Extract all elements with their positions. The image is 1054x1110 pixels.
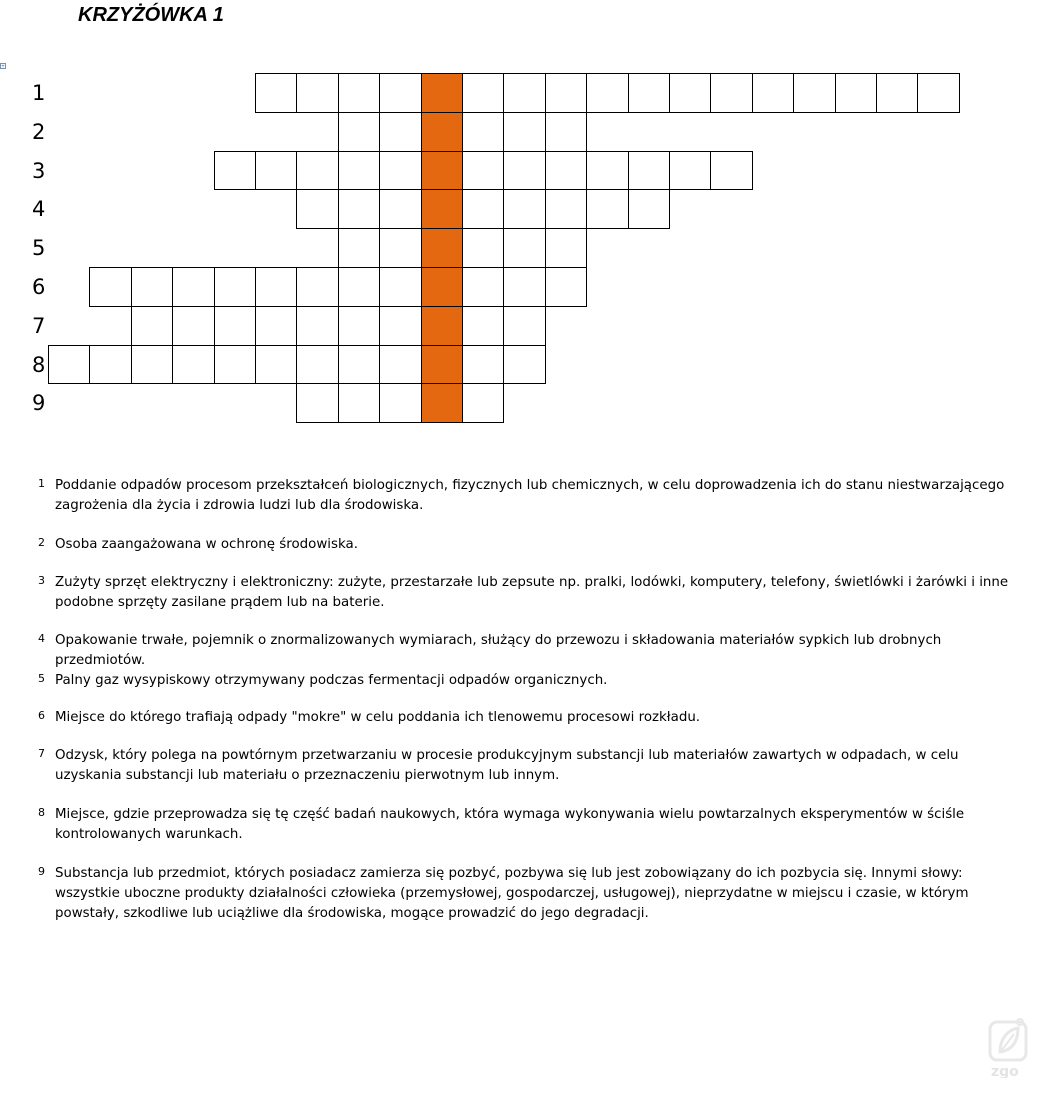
- letter-cell[interactable]: [338, 112, 380, 152]
- leaf-tag-icon: [986, 1016, 1032, 1078]
- letter-cell[interactable]: [462, 228, 504, 268]
- letter-cell[interactable]: [462, 267, 504, 307]
- letter-cell[interactable]: [379, 73, 421, 113]
- row-number: 4: [32, 197, 46, 222]
- letter-cell[interactable]: [503, 151, 545, 191]
- letter-cell[interactable]: [379, 228, 421, 268]
- row-number: 1: [32, 81, 46, 105]
- letter-cell[interactable]: [255, 151, 297, 191]
- letter-cell[interactable]: [669, 73, 711, 113]
- clue-number: 2: [38, 536, 45, 549]
- table-anchor-icon[interactable]: +: [1, 64, 5, 70]
- letter-cell[interactable]: [545, 73, 587, 113]
- key-cell[interactable]: [421, 112, 463, 152]
- letter-cell[interactable]: [89, 345, 131, 385]
- letter-cell[interactable]: [338, 73, 380, 113]
- letter-cell[interactable]: [628, 151, 670, 191]
- letter-cell[interactable]: [503, 73, 545, 113]
- letter-cell[interactable]: [379, 383, 421, 423]
- letter-cell[interactable]: [586, 151, 628, 191]
- letter-cell[interactable]: [835, 73, 877, 113]
- letter-cell[interactable]: [89, 267, 131, 307]
- letter-cell[interactable]: [503, 189, 545, 229]
- row-number: 9: [32, 391, 46, 416]
- letter-cell[interactable]: [296, 383, 338, 423]
- letter-cell[interactable]: [462, 189, 504, 229]
- letter-cell[interactable]: [503, 228, 545, 268]
- letter-cell[interactable]: [793, 73, 835, 113]
- clue-number: 4: [38, 632, 45, 645]
- letter-cell[interactable]: [379, 112, 421, 152]
- row-number: 7: [32, 313, 46, 338]
- letter-cell[interactable]: [503, 112, 545, 152]
- letter-cell[interactable]: [710, 151, 752, 191]
- letter-cell[interactable]: [338, 383, 380, 423]
- letter-cell[interactable]: [338, 306, 380, 346]
- letter-cell[interactable]: [131, 345, 173, 385]
- clue-number: 1: [38, 477, 45, 490]
- letter-cell[interactable]: [628, 73, 670, 113]
- letter-cell[interactable]: [379, 345, 421, 385]
- letter-cell[interactable]: [172, 306, 214, 346]
- clue-text: Palny gaz wysypiskowy otrzymywany podczas fermentacji odpadów organicznych.: [55, 673, 608, 688]
- row-number: 8: [32, 352, 46, 377]
- watermark-text: zgo: [991, 1064, 1019, 1078]
- letter-cell[interactable]: [296, 306, 338, 346]
- row-number: 6: [32, 275, 46, 299]
- letter-cell[interactable]: [338, 228, 380, 268]
- letter-cell[interactable]: [462, 306, 504, 346]
- letter-cell[interactable]: [296, 267, 338, 307]
- clue-text: Substancja lub przedmiot, których posiadacz zamierza się pozbyć, pozbywa się lub jest zobowiązany do ich pozbycia się. Innymi słowy: wszystkie uboczne produkty działalności człowieka (przemysłowej, gospodarczej, usługowej), nieprzydatne w miejscu i czasie, w którym powstały, szkodliwe lub uciążliwe dla środowiska, mogące prowadzić do jego degradacji.: [55, 866, 969, 921]
- key-cell[interactable]: [421, 345, 463, 385]
- clue-text: Zużyty sprzęt elektryczny i elektroniczny: zużyte, przestarzałe lub zepsute np. pralki, lodówki, komputery, telefony, świetlówki i żarówki i inne podobne sprzęty zasilane prądem lub na baterie.: [55, 575, 1009, 610]
- letter-cell[interactable]: [214, 151, 256, 191]
- letter-cell[interactable]: [338, 151, 380, 191]
- letter-cell[interactable]: [255, 345, 297, 385]
- clue-number: 9: [38, 865, 45, 878]
- letter-cell[interactable]: [379, 151, 421, 191]
- letter-cell[interactable]: [545, 112, 587, 152]
- letter-cell[interactable]: [214, 345, 256, 385]
- letter-cell[interactable]: [255, 306, 297, 346]
- letter-cell[interactable]: [545, 267, 587, 307]
- letter-cell[interactable]: [296, 345, 338, 385]
- letter-cell[interactable]: [503, 345, 545, 385]
- letter-cell[interactable]: [379, 189, 421, 229]
- letter-cell[interactable]: [379, 306, 421, 346]
- clue-number: 7: [38, 747, 45, 760]
- letter-cell[interactable]: [214, 267, 256, 307]
- letter-cell[interactable]: [752, 73, 794, 113]
- letter-cell[interactable]: [462, 383, 504, 423]
- letter-cell[interactable]: [172, 345, 214, 385]
- letter-cell[interactable]: [628, 189, 670, 229]
- clue-text: Odzysk, który polega na powtórnym przetwarzaniu w procesie produkcyjnym substancji lub materiałów zawartych w odpadach, w celu uzyskania substancji lub materiału o przeznaczeniu pierwotnym lub innym.: [55, 748, 959, 783]
- key-cell[interactable]: [421, 189, 463, 229]
- key-cell[interactable]: [421, 151, 463, 191]
- row-number: 3: [32, 158, 46, 183]
- letter-cell[interactable]: [503, 267, 545, 307]
- letter-cell[interactable]: [586, 73, 628, 113]
- key-cell[interactable]: [421, 306, 463, 346]
- letter-cell[interactable]: [917, 73, 959, 113]
- letter-cell[interactable]: [586, 189, 628, 229]
- letter-cell[interactable]: [131, 267, 173, 307]
- clue-text: Miejsce, gdzie przeprowadza się tę część badań naukowych, która wymaga wykonywania wielu powtarzalnych eksperymentów w ściśle kontrolowanych warunkach.: [55, 807, 965, 842]
- letter-cell[interactable]: [876, 73, 918, 113]
- row-number: 2: [32, 119, 46, 144]
- key-cell[interactable]: [421, 383, 463, 423]
- letter-cell[interactable]: [669, 151, 711, 191]
- letter-cell[interactable]: [545, 151, 587, 191]
- clue-text: Opakowanie trwałe, pojemnik o znormalizowanych wymiarach, służący do przewozu i składowania materiałów sypkich lub drobnych przedmiotów.: [55, 633, 942, 668]
- key-cell[interactable]: [421, 267, 463, 307]
- letter-cell[interactable]: [214, 306, 256, 346]
- key-cell[interactable]: [421, 73, 463, 113]
- letter-cell[interactable]: [379, 267, 421, 307]
- letter-cell[interactable]: [255, 73, 297, 113]
- letter-cell[interactable]: [338, 267, 380, 307]
- crossword-grid: [0, 0, 1054, 440]
- clue-number: 8: [38, 806, 45, 819]
- letter-cell[interactable]: [462, 151, 504, 191]
- letter-cell[interactable]: [545, 189, 587, 229]
- clue-number: 3: [38, 574, 45, 587]
- key-cell[interactable]: [421, 228, 463, 268]
- page-title: KRZYŻÓWKA 1: [78, 4, 224, 26]
- clue-text: Osoba zaangażowana w ochronę środowiska.: [55, 537, 358, 552]
- letter-cell[interactable]: [172, 267, 214, 307]
- letter-cell[interactable]: [338, 345, 380, 385]
- letter-cell[interactable]: [255, 267, 297, 307]
- letter-cell[interactable]: [462, 345, 504, 385]
- clue-text: Miejsce do którego trafiają odpady "mokre" w celu poddania ich tlenowemu procesowi rozkładu.: [55, 710, 701, 725]
- letter-cell[interactable]: [296, 151, 338, 191]
- letter-cell[interactable]: [462, 112, 504, 152]
- letter-cell[interactable]: [462, 73, 504, 113]
- letter-cell[interactable]: [296, 73, 338, 113]
- row-number: 5: [32, 236, 46, 261]
- letter-cell[interactable]: [545, 228, 587, 268]
- letter-cell[interactable]: [131, 306, 173, 346]
- letter-cell[interactable]: [338, 189, 380, 229]
- clue-text: Poddanie odpadów procesom przekształceń biologicznych, fizycznych lub chemicznych, w celu doprowadzenia ich do stanu niestwarzającego zagrożenia dla życia i zdrowia ludzi lub dla środowiska.: [55, 478, 1005, 513]
- letter-cell[interactable]: [503, 306, 545, 346]
- letter-cell[interactable]: [710, 73, 752, 113]
- clue-number: 5: [38, 672, 45, 685]
- letter-cell[interactable]: [48, 345, 90, 385]
- clue-number: 6: [38, 709, 45, 722]
- letter-cell[interactable]: [296, 189, 338, 229]
